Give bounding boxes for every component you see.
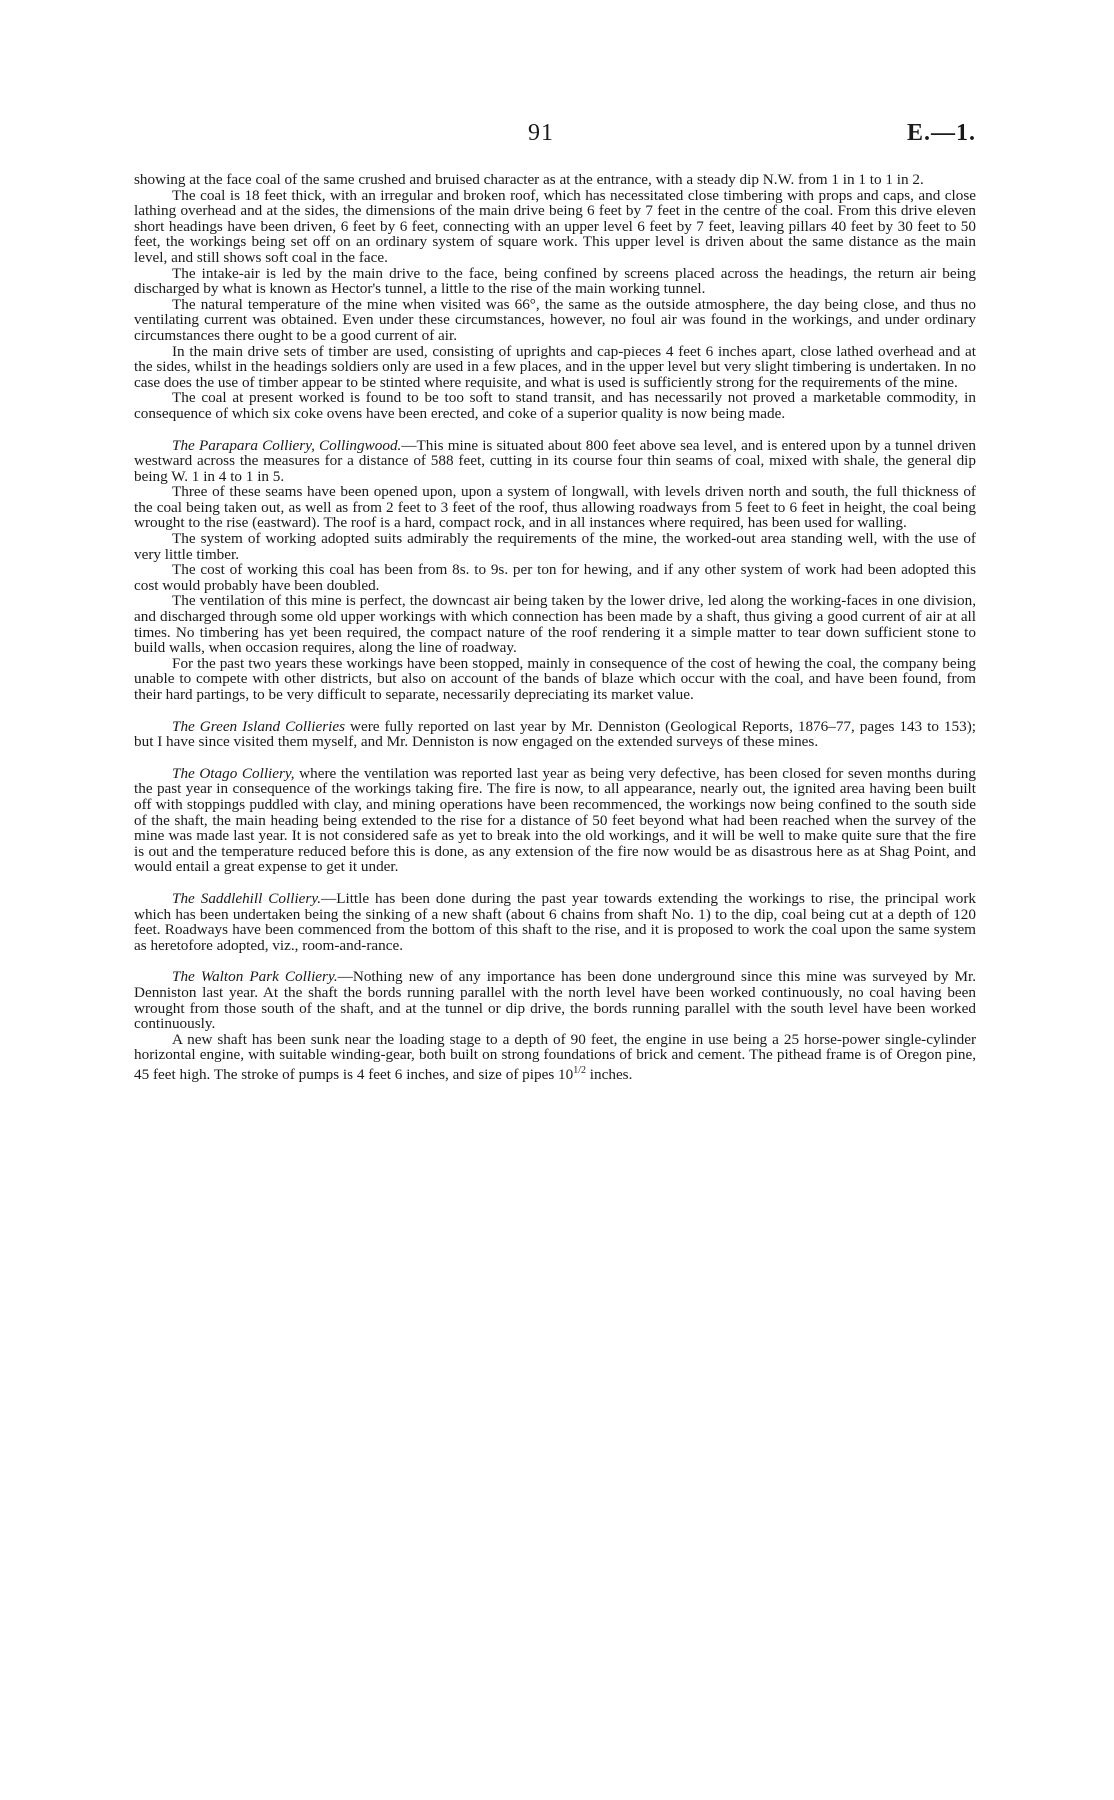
paragraph: showing at the face coal of the same crushed and bruised character as at the entrance, with a steady dip N.W. from 1 in 1 to 1 in 2. [134,171,924,188]
paragraph [134,1032,976,1083]
paragraph: The ventilation of this mine is perfect, the downcast air being taken by the lower drive, led along the working-faces in one division, and discharged through some old upper workings with which connection has been made by a shaft, thus giving a good current of air at all times. No timbering has yet been required, the compact nature of the roof rendering it a simple matter to tear down sufficient stone to build walls, when occasion requires, along the line of roadway. [134,592,976,657]
section-title: The Otago Colliery, [172,764,295,782]
paragraph: The system of working adopted suits admirably the requirements of the mine, the worked-out area standing well, with the use of very little timber. [134,530,976,563]
paragraph: The coal at present worked is found to be too soft to stand transit, and has necessarily not proved a marketable commodity, in consequence of which six coke ovens have been erected, and coke of a superior quality is now being made. [134,389,976,422]
paragraph: The cost of working this coal has been from 8s. to 9s. per ton for hewing, and if any other system of work had been adopted this cost would probably have been doubled. [134,561,976,594]
paragraph-text: where the ventilation was reported last year as being very defective, has been closed for seven months during the past year in consequence of the workings taking fire. The fire is now, to all appearance, nearly out, the ignited area having been built off with stoppings puddled with clay, and mining operations have been recommenced, the workings now being confined to the south side of the shaft, the main heading being extended to the rise for a distance of 50 feet beyond what had been reached when the survey of the mine was made last year. It is not considered safe as yet to break into the old workings, and it will be well to make quite sure that the fire is out and the temperature reduced before this is done, as any extension of the fire now would be as disastrous here as at Shag Point, and would entail a great expense to get it under. [134,764,976,876]
paragraph-text: —Little has been done during the past year towards extending the workings to rise, the principal work which has been undertaken being the sinking of a new shaft (about 6 chains from shaft No. 1) to the dip, coal being cut at a depth of 120 feet. Roadways have been commenced from the bottom of this shaft to the rise, and it is proposed to work the coal upon the same system as heretofore adopted, viz., room-and-rance. [134,889,976,954]
section-paragraph-otago [134,766,976,875]
page-header [0,120,1114,160]
section-title: The Walton Park Colliery. [172,968,338,986]
page-number: 91 [528,120,554,146]
section-title: The Saddlehill Colliery. [172,889,322,907]
paragraph: For the past two years these workings have been stopped, mainly in consequence of the cost of hewing the coal, the company being unable to compete with other districts, but also on account of the bands of blaze which occur with the coal, and have been found, from their hard partings, to be very difficult to separate, necessarily depreciating its market value. [134,654,976,703]
paragraph: In the main drive sets of timber are used, consisting of uprights and cap-pieces 4 feet 6 inches apart, close lathed overhead and at the sides, whilst in the headings soldiers only are used in a few places, and in the upper level but very slight timbering is undertaken. In no case does the use of timber appear to be stinted where requisite, and what is used is sufficiently strong for the requirements of the mine. [134,342,976,391]
section-paragraph-saddlehill [134,891,976,953]
section-paragraph-parapara [134,438,976,485]
paragraph: The coal is 18 feet thick, with an irregular and broken roof, which has necessitated close timbering with props and caps, and close lathing overhead and at the sides, the dimensions of the main drive being 6 feet by 7 feet in the centre of the coal. From this drive eleven short headings have been driven, 6 feet by 6 feet, connecting with an upper level 6 feet by 7 feet, leaving pillars 40 feet by 30 feet to 50 feet, the workings being set off on an ordinary system of square work. This upper level is driven about the same distance as the main level, and still shows soft coal in the face. [134,186,976,266]
document-code: E.—1. [906,120,976,146]
paragraph-text: inches. [586,1065,633,1083]
section-title: The Green Island Collieries [172,717,345,735]
paragraph-text: —This mine is situated about 800 feet above sea level, and is entered upon by a tunnel driven westward across the measures for a distance of 588 feet, cutting in its course four thin seams of coal, mixed with shale, the general dip being W. 1 in 4 to 1 in 5. [134,436,977,485]
body-text [134,172,976,1083]
fraction: 1/2 [573,1064,586,1076]
section-title: The Parapara Colliery, Collingwood. [172,436,402,454]
section-paragraph-green-island [134,719,976,750]
paragraph: The natural temperature of the mine when visited was 66°, the same as the outside atmosphere, the day being close, and thus no ventilating current was obtained. Even under these circumstances, however, no foul air was found in the workings, and under ordinary circumstances there ought to be a good current of air. [134,295,976,344]
paragraph-text: —Nothing new of any importance has been done underground since this mine was surveyed by Mr. Denniston last year. At the shaft the bords running parallel with the north level have been worked continuously, no coal having been wrought from those south of the shaft, and at the tunnel or dip drive, the bords running parallel with the south level have been worked continuously. [134,968,977,1033]
section-paragraph-walton-park [134,969,976,1031]
paragraph-text: A new shaft has been sunk near the loading stage to a depth of 90 feet, the engine in use being a 25 horse-power single-cylinder horizontal engine, with suitable winding-gear, both built on strong foundations of brick and cement. The pithead frame is of Oregon pine, 45 feet high. The stroke of pumps is 4 feet 6 inches, and size of pipes 10 [134,1030,976,1083]
paragraph: The intake-air is led by the main drive to the face, being confined by screens placed across the headings, the return air being discharged by what is known as Hector's tunnel, a little to the rise of the main working tunnel. [134,264,976,298]
paragraph: Three of these seams have been opened upon, upon a system of longwall, with levels driven north and south, the full thickness of the coal being taken out, as well as from 2 feet to 3 feet of the roof, thus allowing roadways from 5 feet to 6 feet in height, the coal being wrought to the rise (eastward). The roof is a hard, compact rock, and in all instances where required, has been used for walling. [134,483,976,532]
paragraph-text: were fully reported on last year by Mr. Denniston (Geological Reports, 1876–77, pages 143 to 153); but I have since visited them myself, and Mr. Denniston is now engaged on the extended surveys of these mines. [134,717,976,751]
